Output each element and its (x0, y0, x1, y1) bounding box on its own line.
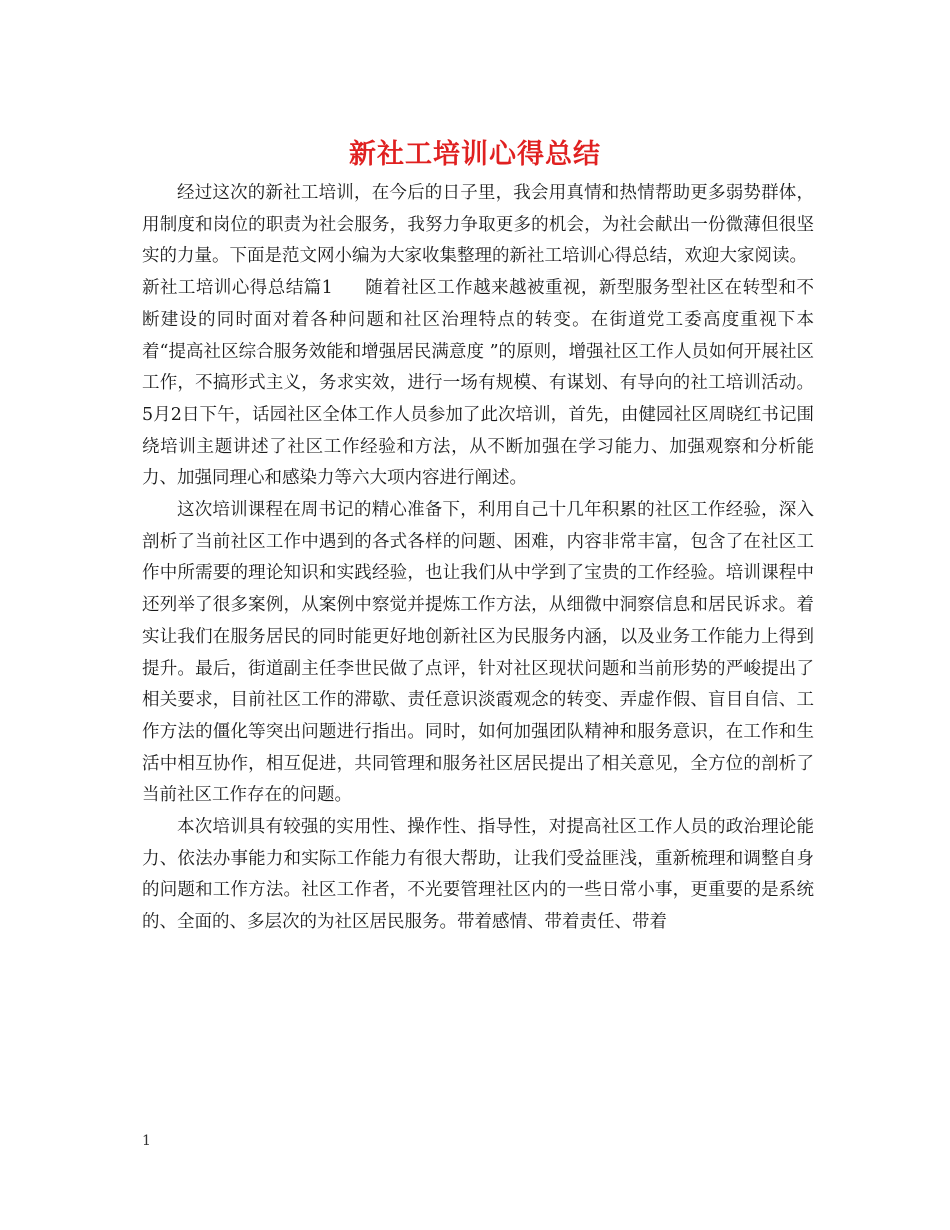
body-paragraph: 本次培训具有较强的实用性、操作性、指导性，对提高社区工作人员的政治理论能力、依法办事能力和实际工作能力有很大帮助，让我们受益匪浅，重新梳理和调整自身的问题和工作方法。社区工作者，不光要管理社区内的一些日常小事，更重要的是系统的、全面的、多层次的为社区居民服务。带着感情、带着责任、带着 (142, 817, 814, 933)
page-number: 1 (142, 1133, 151, 1149)
section-paragraph (142, 273, 814, 495)
document-title: 新社工培训心得总结 (349, 139, 601, 170)
section-paragraph-text: 随着社区工作越来越被重视，新型服务型社区在转型和不断建设的同时面对着各种问题和社区治理特点的转变。在街道党工委高度重视下本着“提高社区综合服务效能和增强居民满意度 ”的原则，增强社区工作人员如何开展社区工作，不搞形式主义，务求实效，进行一场有规模、有谋划、有导向的社工培训活动。5月2日下午，话园社区全体工作人员参加了此次培训，首先，由健园社区周晓红书记围绕培训主题讲述了社区工作经验和方法，从不断加强在学习能力、加强观察和分析能力、加强同理心和感染力等六大项内容进行阐述。 (142, 278, 814, 489)
intro-paragraph: 经过这次的新社工培训，在今后的日子里，我会用真情和热情帮助更多弱势群体，用制度和岗位的职责为社会服务，我努力争取更多的机会，为社会献出一份微薄但很坚实的力量。下面是范文网小编为大家收集整理的新社工培训心得总结，欢迎大家阅读。 (142, 183, 814, 267)
document-body (142, 178, 814, 939)
body-paragraph: 这次培训课程在周书记的精心准备下，利用自己十几年积累的社区工作经验，深入剖析了当前社区工作中遇到的各式各样的问题、困难，内容非常丰富，包含了在社区工作中所需要的理论知识和实践经验，也让我们从中学到了宝贵的工作经验。培训课程中还列举了很多案例，从案例中察觉并提炼工作方法，从细微中洞察信息和居民诉求。着实让我们在服务居民的同时能更好地创新社区为民服务内涵，以及业务工作能力上得到提升。最后，街道副主任李世民做了点评，针对社区现状问题和当前形势的严峻提出了相关要求，目前社区工作的滞歇、责任意识淡霞观念的转变、弄虚作假、盲目自信、工作方法的僵化等突出问题进行指出。同时，如何加强团队精神和服务意识，在工作和生活中相互协作，相互促进，共同管理和服务社区居民提出了相关意见，全方位的剖析了当前社区工作存在的问题。 (142, 500, 814, 806)
section-heading: 新社工培训心得总结篇1 (142, 278, 333, 299)
